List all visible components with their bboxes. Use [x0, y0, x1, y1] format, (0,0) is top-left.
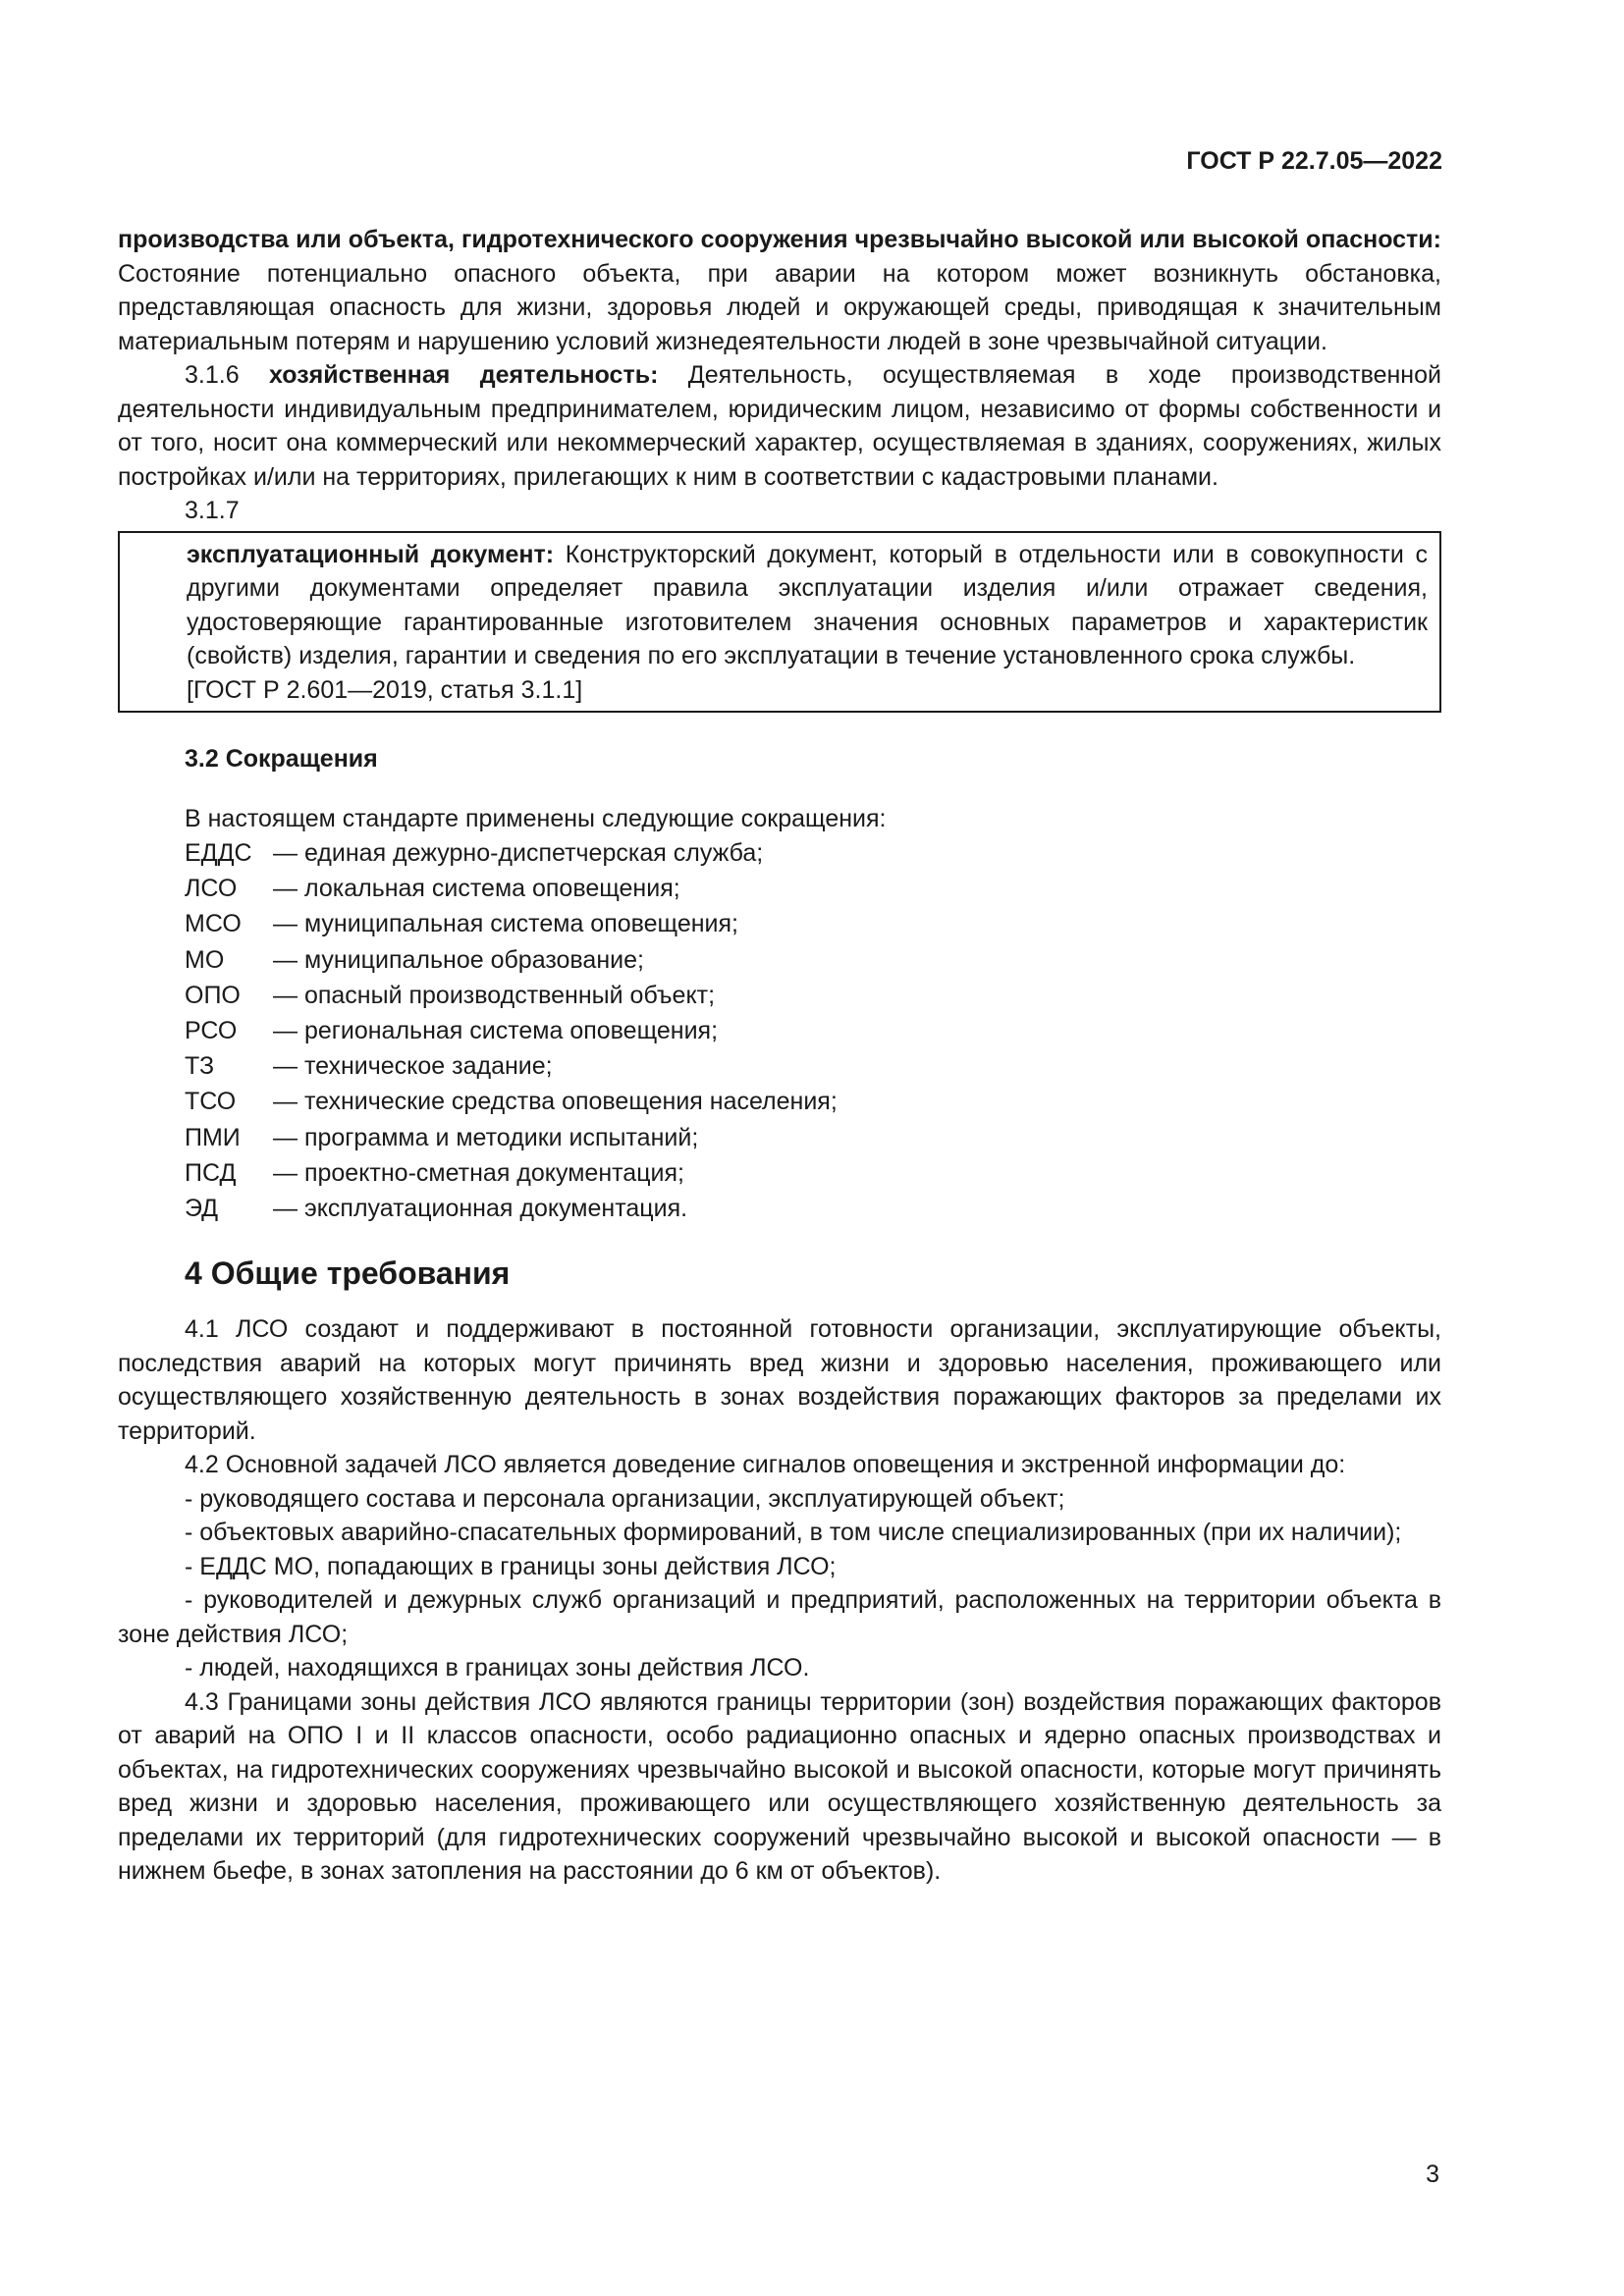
abbreviation-item [185, 1120, 1441, 1155]
abbreviation-key: ОПО [185, 981, 241, 1009]
abbreviation-definition: — опасный производственный объект; [273, 981, 716, 1009]
term-3-1-5 [118, 223, 1441, 358]
page-content [118, 223, 1441, 1889]
abbreviation-definition: — региональная система оповещения; [273, 1017, 719, 1045]
recipient-item: - руководителей и дежурных служб организаций и предприятий, расположенных на территории объекта в зоне действия ЛСО; [118, 1586, 1441, 1648]
section-4-body [118, 1312, 1441, 1889]
document-code: ГОСТ Р 22.7.05—2022 [1186, 147, 1442, 175]
abbreviation-item [185, 835, 1441, 871]
abbreviation-item [185, 906, 1441, 941]
recipients-list [118, 1482, 1441, 1685]
term-3-1-7-name: эксплуатационный документ: [187, 540, 555, 568]
abbreviation-key: ЭД [185, 1195, 219, 1223]
term-3-1-7-source: [ГОСТ Р 2.601—2019, статья 3.1.1] [187, 675, 583, 704]
abbreviation-key: ПСД [185, 1158, 237, 1187]
paragraph-4-1: 4.1 ЛСО создают и поддерживают в постоянной готовности организации, эксплуатирующие объекты, последствия аварий на которых могут причинять вред жизни и здоровью населения, проживающего или осуществляющего хозяйственную деятельность в зонах воздействия поражающих факторов за пределами их территорий. [118, 1315, 1441, 1445]
section-3-2-title: 3.2 Сокращения [185, 745, 378, 773]
term-3-1-6 [118, 358, 1441, 494]
abbreviation-key: МО [185, 945, 225, 974]
abbreviations-list [185, 835, 1441, 1226]
abbreviation-item [185, 942, 1441, 978]
abbreviation-definition: — муниципальное образование; [273, 945, 644, 974]
abbreviation-key: РСО [185, 1017, 238, 1045]
abbreviation-definition: — эксплуатационная документация. [273, 1195, 688, 1223]
recipient-item: - объектовых аварийно-спасательных формирований, в том числе специализированных (при их наличии); [185, 1519, 1402, 1547]
abbreviation-item [185, 1191, 1441, 1226]
abbreviation-definition: — локальная система оповещения; [273, 875, 680, 903]
abbreviation-key: МСО [185, 910, 242, 938]
recipient-item: - ЕДДС МО, попадающих в границы зоны действия ЛСО; [185, 1552, 837, 1580]
recipient-item: - людей, находящихся в границах зоны действия ЛСО. [185, 1654, 810, 1682]
page-number: 3 [1426, 2161, 1439, 2188]
abbreviation-key: ЕДДС [185, 839, 252, 867]
abbreviation-item [185, 1084, 1441, 1119]
term-3-1-5-definition: Состояние потенциально опасного объекта, при аварии на котором может возникнуть обстановка, представляющая опасность для жизни, здоровья людей и окружающей среды, приводящая к значительным материальным потерям и нарушению условий жизнедеятельности людей в зоне чрезвычайной ситуации. [118, 259, 1441, 355]
abbreviation-definition: — проектно-сметная документация; [273, 1158, 684, 1187]
abbreviations-intro: В настоящем стандарте применены следующие сокращения: [185, 804, 887, 832]
term-3-1-6-number: 3.1.6 [185, 361, 269, 389]
paragraph-4-3: 4.3 Границами зоны действия ЛСО являются границы территории (зон) воздействия поражающих факторов от аварий на ОПО I и II классов опасности, особо радиационно опасных и ядерно опасных производствах и объектах, на гидротехнических сооружениях чрезвычайно высокой и высокой опасности, которые могут причинять вред жизни и здоровью населения, проживающего или осуществляющего хозяйственную деятельность за пределами их территорий (для гидротехнических сооружений чрезвычайно высокой и высокой опасности — в нижнем бьефе, в зонах затопления на расстоянии до 6 км от объектов). [118, 1687, 1441, 1886]
abbreviation-item [185, 871, 1441, 906]
term-3-1-7-definition: Конструкторский документ, который в отдельности или в совокупности с другими документами определяет правила эксплуатации изделия и/или отражает сведения, удостоверяющие гарантированные изготовителем значения основных параметров и характеристик (свойств) изделия, гарантии и сведения по его эксплуатации в течение установленного срока службы. [187, 540, 1428, 669]
term-3-1-7 [187, 538, 1428, 673]
term-3-1-7-number: 3.1.7 [185, 497, 240, 524]
section-4-title: 4 Общие требования [185, 1255, 511, 1292]
term-3-1-6-name: хозяйственная деятельность: [268, 361, 659, 389]
abbreviation-key: ТСО [185, 1088, 237, 1116]
abbreviation-definition: — техническое задание; [273, 1052, 553, 1081]
abbreviation-definition: — единая дежурно-диспетчерская служба; [273, 839, 764, 867]
term-3-1-5-name: производства или объекта, гидротехнического сооружения чрезвычайно высокой или высокой опасности: [118, 226, 1441, 253]
abbreviation-item [185, 1013, 1441, 1048]
term-3-1-6-definition: Деятельность, осуществляемая в ходе производственной деятельности индивидуальным предпринимателем, юридическим лицом, независимо от формы собственности и от того, носит она коммерческий или некоммерческий характер, осуществляемая в зданиях, сооружениях, жилых постройках и/или на территориях, прилегающих к ним в соответствии с кадастровыми планами. [118, 361, 1441, 491]
abbreviation-item [185, 1155, 1441, 1191]
abbreviation-key: ЛСО [185, 875, 238, 903]
abbreviation-definition: — программа и методики испытаний; [273, 1123, 699, 1151]
abbreviation-key: ТЗ [185, 1052, 215, 1081]
paragraph-4-2: 4.2 Основной задачей ЛСО является доведение сигналов оповещения и экстренной информации до: [185, 1451, 1346, 1479]
recipient-item: - руководящего состава и персонала организации, эксплуатирующей объект; [185, 1484, 1065, 1513]
abbreviation-key: ПМИ [185, 1123, 241, 1151]
abbreviation-item [185, 1048, 1441, 1084]
abbreviation-definition: — муниципальная система оповещения; [273, 910, 738, 938]
abbreviation-definition: — технические средства оповещения населения; [273, 1088, 838, 1116]
abbreviation-item [185, 978, 1441, 1013]
term-3-1-7-box [118, 531, 1441, 714]
